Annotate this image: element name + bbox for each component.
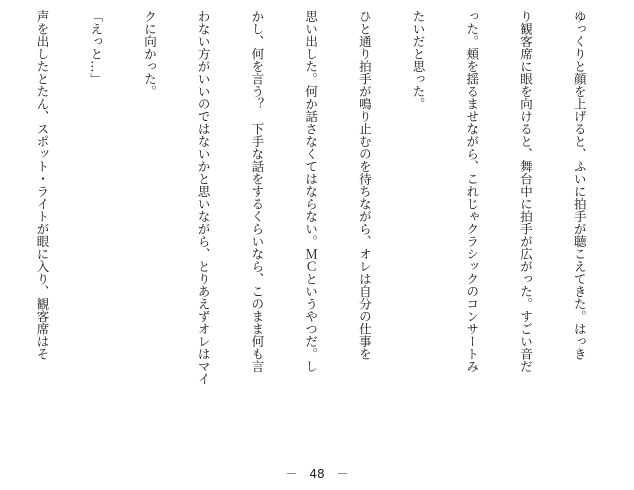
text-line: 「えっと…」	[88, 10, 104, 85]
vertical-text-body	[10, 10, 624, 428]
text-line: たいだと思った。	[411, 10, 427, 110]
text-line: り観客席に眼を向けると、舞台中に拍手が広がった。すごい音だ	[518, 10, 534, 373]
text-line: 思い出した。何か話さなくてはならない。ＭＣというやつだ。し	[303, 10, 319, 373]
text-line: 声を出したとたん、スポット・ライトが眼に入り、観客席はそ	[35, 10, 50, 360]
page-number: － 48 －	[285, 467, 349, 481]
text-line: クに向かった。	[142, 10, 158, 98]
text-line: ひと通り拍手が鳴り止むのを待ちながら、オレは自分の仕事を	[357, 10, 373, 360]
text-line: った。頬を揺るませながら、これじゃクラシックのコンサートみ	[464, 10, 480, 373]
text-line: かし、何を言う？ 下手な話をするくらいなら、このまま何も言	[249, 10, 265, 373]
text-line: わない方がいいのではないかと思いながら、とりあえずオレはマイ	[196, 10, 212, 385]
text-line: ゆっくりと顔を上げると、ふいに拍手が聴こえてきた。はっき	[572, 10, 588, 360]
